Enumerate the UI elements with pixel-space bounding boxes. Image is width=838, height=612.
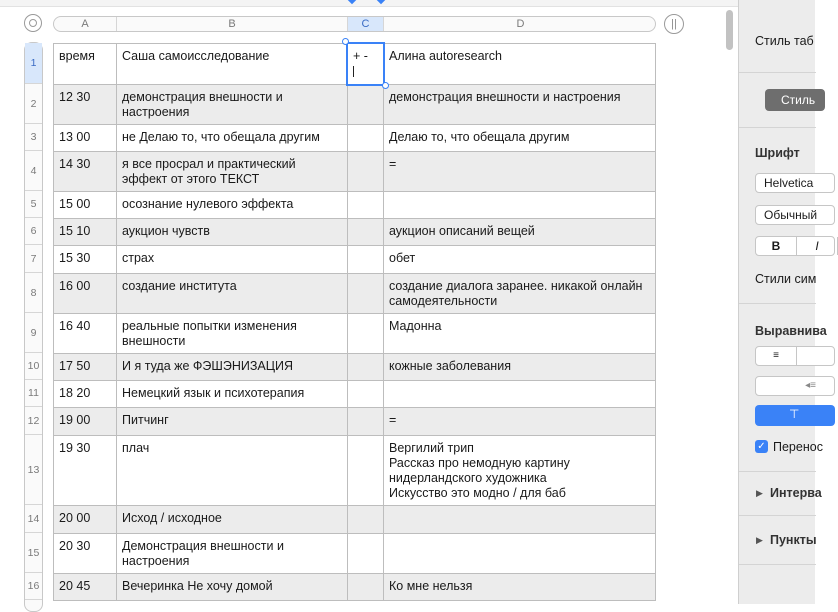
column-header-b[interactable]: B [117,17,348,31]
cell-b-10[interactable]: И я туда же ФЭШЭНИЗАЦИЯ [117,354,348,381]
column-header-c[interactable]: C [348,17,384,31]
cell-a-1[interactable]: время [54,44,117,85]
divider [739,303,816,304]
table-row[interactable] [54,381,656,408]
column-header-d[interactable]: D [516,18,525,30]
font-style-select[interactable]: Обычный [755,205,835,225]
inspector-title: Стиль таб [755,34,814,48]
cell-b-16[interactable]: Вечеринка Не хочу домой [117,574,348,601]
add-column-button[interactable]: || [664,14,684,34]
wrap-text-label: Перенос [773,440,823,454]
scrollbar-thumb[interactable] [726,10,733,50]
char-styles-label: Стили сим [755,272,817,286]
table-row[interactable] [54,506,656,534]
cell-a-12[interactable]: 19 00 [54,408,117,436]
disclosure-triangle-icon[interactable]: ▶ [756,488,763,498]
cell-c-15[interactable] [348,534,384,574]
cell-c-12[interactable] [348,408,384,436]
cell-c-9[interactable] [348,314,384,354]
table-row[interactable] [54,574,656,601]
column-header-a[interactable]: A [54,17,117,31]
row-header-2[interactable]: 2 [25,84,42,124]
table-row[interactable] [54,125,656,152]
cell-a-10[interactable]: 17 50 [54,354,117,381]
row-header-8[interactable]: 8 [25,273,42,313]
cell-c-11[interactable] [348,381,384,408]
decrease-indent-icon[interactable]: ◂≡ [805,380,816,391]
cell-d-16[interactable]: Ко мне нельзя [384,574,656,601]
cell-a-9[interactable]: 16 40 [54,314,117,354]
format-inspector [738,0,827,604]
divider [739,72,816,73]
disclosure-triangle-icon[interactable]: ▶ [756,535,763,545]
table-row[interactable] [54,152,656,192]
top-ruler [0,0,738,7]
horizontal-align-buttons [755,346,835,366]
row-header-16[interactable]: 16 [25,573,42,600]
cell-d-7[interactable]: обет [384,246,656,274]
cell-b-15[interactable]: Демонстрация внешности и настроения [117,534,348,574]
cell-d-5[interactable] [384,192,656,219]
cell-b-11[interactable]: Немецкий язык и психотерапия [117,381,348,408]
cell-c-14[interactable] [348,506,384,534]
wrap-checkbox[interactable]: ✓ [755,440,768,453]
cell-d-3[interactable]: Делаю то, что обещала другим [384,125,656,152]
bullets-section-label[interactable]: Пункты [770,533,817,547]
cell-a-4[interactable]: 14 30 [54,152,117,192]
bold-button[interactable]: B [756,237,797,255]
cell-d-12[interactable]: = [384,408,656,436]
cell-b-1[interactable]: Саша самоисследование [117,44,348,85]
row-header-15[interactable]: 15 [25,533,42,573]
cell-b-13[interactable]: плач [117,436,348,506]
cell-a-8[interactable]: 16 00 [54,274,117,314]
cell-c-1[interactable]: + - [348,44,384,85]
cell-c-16[interactable] [348,574,384,601]
cell-a-16[interactable]: 20 45 [54,574,117,601]
cell-a-6[interactable]: 15 10 [54,219,117,246]
cell-b-8[interactable]: создание института [117,274,348,314]
vertical-scrollbar[interactable] [724,10,734,604]
align-top-icon[interactable]: ⊤ [789,407,800,421]
cell-a-13[interactable]: 19 30 [54,436,117,506]
text-caret [353,66,354,77]
cell-a-2[interactable]: 12 30 [54,85,117,125]
cell-b-7[interactable]: страх [117,246,348,274]
cell-c-8[interactable] [348,274,384,314]
cell-c-7[interactable] [348,246,384,274]
row-header-3[interactable]: 3 [25,124,42,151]
cell-d-11[interactable] [384,381,656,408]
table-row[interactable] [54,274,656,314]
row-header-13[interactable]: 13 [25,435,42,505]
cell-c-10[interactable] [348,354,384,381]
font-style-buttons [755,236,835,256]
cell-a-3[interactable]: 13 00 [54,125,117,152]
row-header-12[interactable]: 12 [25,407,42,435]
column-header-bar [53,16,656,32]
cell-a-7[interactable]: 15 30 [54,246,117,274]
cell-b-2[interactable]: демонстрация внешности и настроения [117,85,348,125]
cell-d-1[interactable]: Алина autoresearch [384,44,656,85]
indent-buttons [755,376,835,396]
cell-c-5[interactable] [348,192,384,219]
cell-b-4[interactable]: я все просрал и практический эффект от этого ТЕКСТ [117,152,348,192]
divider [739,471,816,472]
table-row[interactable] [54,192,656,219]
vertical-align-buttons[interactable] [755,405,835,426]
cell-b-5[interactable]: осознание нулевого эффекта [117,192,348,219]
spacing-section-label[interactable]: Интерва [770,486,822,500]
cell-d-8[interactable]: создание диалога заранее. никакой онлайн самодеятельности [384,274,656,314]
cell-b-12[interactable]: Питчинг [117,408,348,436]
cell-c-13[interactable] [348,436,384,506]
divider [739,515,816,516]
table-row[interactable] [54,85,656,125]
table-row[interactable] [54,219,656,246]
cell-b-14[interactable]: Исход / исходное [117,506,348,534]
table-row[interactable] [54,408,656,436]
tab-style[interactable]: Стиль [765,89,825,111]
cell-d-13[interactable]: Вергилий трип Рассказ про немодную картину нидерландского художника Искусство это модно / для баб [384,436,656,506]
cell-b-6[interactable]: аукцион чувств [117,219,348,246]
cell-c-2[interactable] [348,85,384,125]
selection-handle-top[interactable] [342,38,349,45]
row-header-10[interactable]: 10 [25,353,42,380]
row-header-9[interactable]: 9 [25,313,42,353]
table-row[interactable] [54,534,656,574]
cell-d-2[interactable]: демонстрация внешности и настроения [384,85,656,125]
cell-a-5[interactable]: 15 00 [54,192,117,219]
cell-a-15[interactable]: 20 30 [54,534,117,574]
cell-d-4[interactable]: = [384,152,656,192]
row-header-14[interactable]: 14 [25,505,42,533]
select-table-button[interactable] [24,14,42,32]
table-row[interactable] [54,354,656,381]
cell-d-9[interactable]: Мадонна [384,314,656,354]
cell-d-10[interactable]: кожные заболевания [384,354,656,381]
row-header-7[interactable]: 7 [25,245,42,273]
align-left-icon[interactable]: ≡ [756,347,797,365]
cell-d-14[interactable] [384,506,656,534]
cell-c-4[interactable] [348,152,384,192]
selection-handle-bottom[interactable] [382,82,389,89]
row-header-11[interactable]: 11 [25,380,42,407]
font-section-label: Шрифт [755,146,800,160]
divider [739,127,816,128]
cell-a-14[interactable]: 20 00 [54,506,117,534]
table-row[interactable] [54,44,656,85]
font-family-select[interactable]: Helvetica [755,173,835,193]
cell-d-15[interactable] [384,534,656,574]
table-row[interactable] [54,246,656,274]
cell-a-11[interactable]: 18 20 [54,381,117,408]
table-row[interactable] [54,314,656,354]
cell-b-9[interactable]: реальные попытки изменения внешности [117,314,348,354]
cell-c-3[interactable] [348,125,384,152]
row-header-5[interactable]: 5 [25,191,42,218]
alignment-section-label: Выравнива [755,324,827,338]
table-row[interactable] [54,436,656,506]
divider [739,564,816,565]
row-header-1[interactable]: 1 [25,43,42,84]
cell-b-3[interactable]: не Делаю то, что обещала другим [117,125,348,152]
row-header-bar [24,42,43,612]
data-table[interactable] [53,43,656,601]
row-header-4[interactable]: 4 [25,151,42,191]
cell-c-6[interactable] [348,219,384,246]
row-header-6[interactable]: 6 [25,218,42,245]
italic-button[interactable]: I [797,237,838,255]
cell-d-6[interactable]: аукцион описаний вещей [384,219,656,246]
